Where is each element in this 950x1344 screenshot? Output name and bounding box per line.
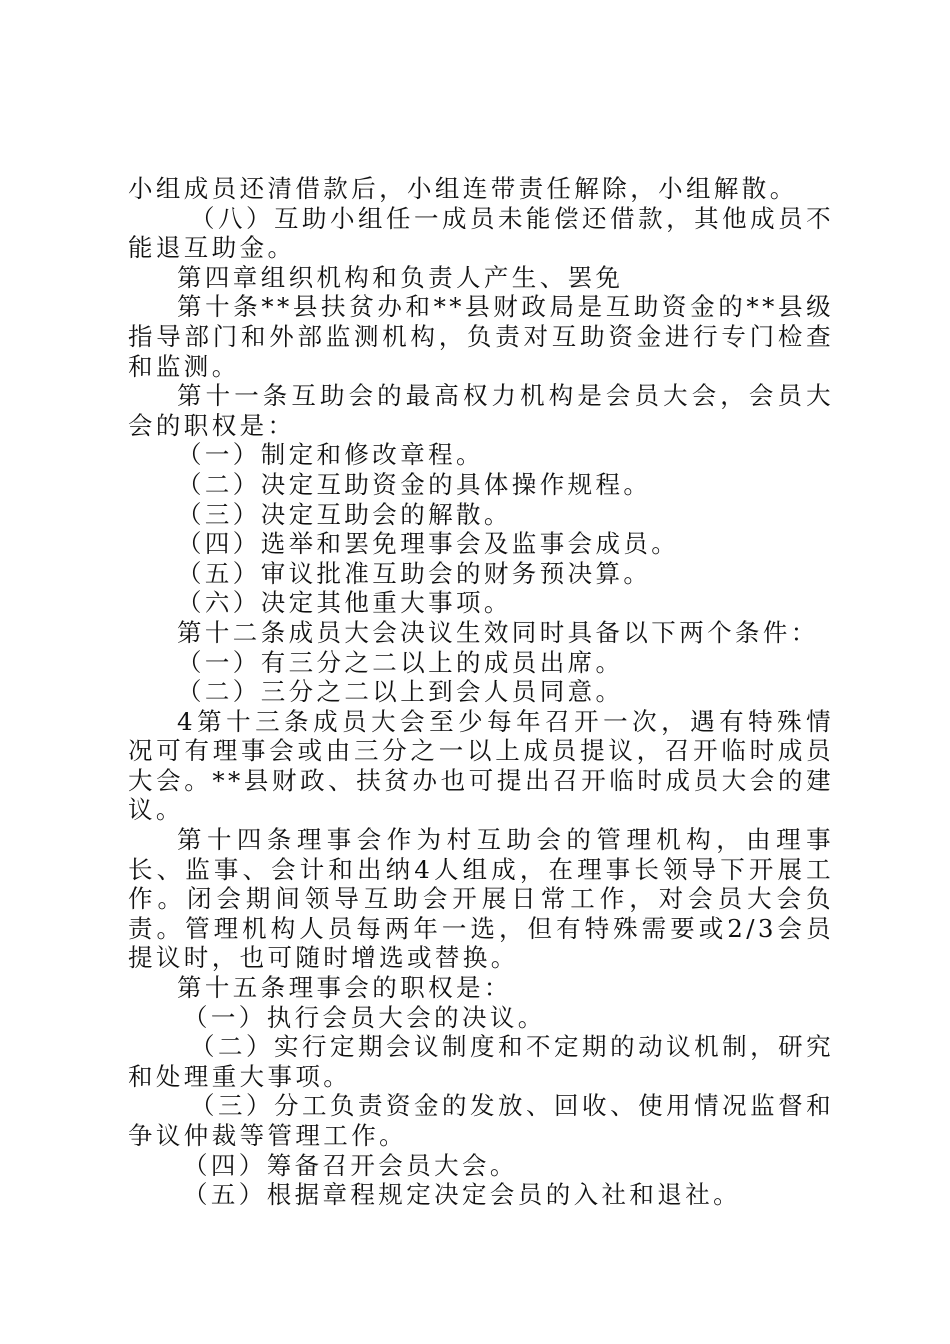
list-item: （三）分工负责资金的发放、回收、使用情况监督和争议仲裁等管理工作。 (128, 1091, 834, 1150)
list-item: （四）选举和罢免理事会及监事会成员。 (177, 529, 680, 559)
list-item: （五）审议批准互助会的财务预决算。 (177, 558, 652, 588)
document-body (128, 174, 834, 1210)
paragraph: 第十四条理事会作为村互助会的管理机构，由理事长、监事、会计和出纳4人组成，在理事长领导下开展工作。闭会期间领导互助会开展日常工作，对会员大会负责。管理机构人员每两年一选，但有特殊需要或2/3会员提议时，也可随时增选或替换。 (128, 825, 834, 973)
list-item: （二）三分之二以上到会人员同意。 (177, 677, 624, 707)
list-item: （二）决定互助资金的具体操作规程。 (177, 469, 652, 499)
list-item: （一）执行会员大会的决议。 (183, 1002, 546, 1032)
paragraph: 第十条**县扶贫办和**县财政局是互助资金的**县级指导部门和外部监测机构，负责对互助资金进行专门检查和监测。 (128, 292, 834, 381)
paragraph: （八）互助小组任一成员未能偿还借款，其他成员不能退互助金。 (128, 203, 834, 263)
paragraph: 第十五条理事会的职权是： (177, 973, 512, 1003)
list-item: （三）决定互助会的解散。 (177, 499, 512, 529)
paragraph: 小组成员还清借款后，小组连带责任解除，小组解散。 (128, 174, 798, 203)
paragraph: 第十一条互助会的最高权力机构是会员大会，会员大会的职权是： (128, 381, 834, 440)
paragraph: 4第十三条成员大会至少每年召开一次，遇有特殊情况可有理事会或由三分之一以上成员提议，召开临时成员大会。**县财政、扶贫办也可提出召开临时成员大会的建议。 (128, 706, 834, 825)
paragraph: 第十二条成员大会决议生效同时具备以下两个条件： (177, 617, 819, 647)
list-item: （五）根据章程规定决定会员的入社和退社。 (183, 1180, 741, 1210)
list-item: （四）筹备召开会员大会。 (183, 1150, 518, 1180)
list-item: （二）实行定期会议制度和不定期的动议机制，研究和处理重大事项。 (128, 1032, 834, 1091)
list-item: （一）有三分之二以上的成员出席。 (177, 647, 624, 677)
list-item: （六）决定其他重大事项。 (177, 588, 512, 618)
list-item: （一）制定和修改章程。 (177, 440, 484, 470)
chapter-heading: 第四章组织机构和负责人产生、罢免 (177, 262, 624, 292)
